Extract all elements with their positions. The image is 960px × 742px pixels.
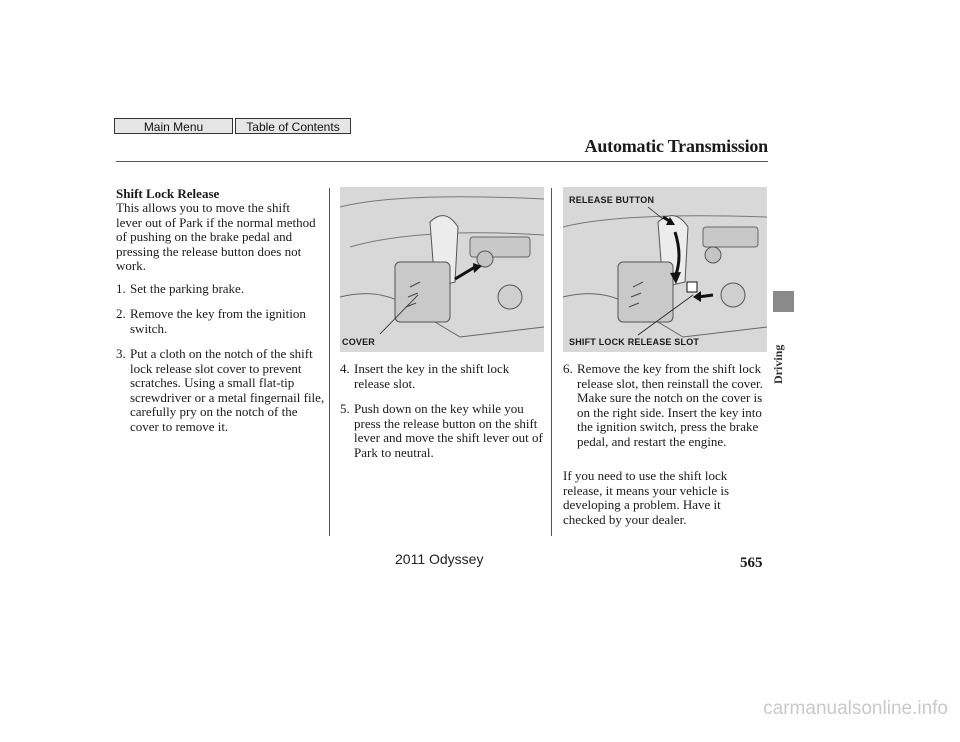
step-item — [116, 307, 321, 336]
release-button-label: RELEASE BUTTON — [569, 195, 655, 205]
cover-label: COVER — [342, 337, 376, 347]
step-text: Push down on the key while you press the release button on the shift lever and move the shift lever out of Park to neutral. — [354, 401, 543, 460]
section-title: Shift Lock Release — [116, 186, 220, 201]
step-item — [116, 347, 328, 435]
step-number: 3. — [116, 346, 126, 361]
step-item — [340, 402, 550, 460]
step-text: Remove the key from the ignition switch. — [130, 306, 306, 336]
main-menu-button[interactable]: Main Menu — [114, 118, 233, 134]
step-item — [116, 282, 321, 297]
page-title: Automatic Transmission — [584, 136, 768, 156]
column-divider — [329, 188, 330, 536]
step-number: 1. — [116, 281, 126, 296]
cover-illustration — [340, 187, 544, 352]
intro-paragraph: This allows you to move the shift lever out of Park if the normal method of pushing on the brake pedal and pressing the release button does not work. — [116, 200, 316, 274]
step-text: Set the parking brake. — [130, 281, 245, 296]
column-divider — [551, 188, 552, 536]
vehicle-model: 2011 Odyssey — [395, 551, 484, 567]
watermark: carmanualsonline.info — [763, 698, 948, 719]
step-text: Put a cloth on the notch of the shift lock release slot cover to prevent scratches. Using a small flat-tip screwdriver or a metal fingernail file, carefully pry on the notch of the cover to remove it. — [130, 346, 325, 434]
note-paragraph: If you need to use the shift lock release, it means your vehicle is developing a problem. Have it checked by your dealer. — [563, 468, 730, 527]
header-divider — [116, 161, 768, 162]
step-number: 6. — [563, 361, 573, 376]
step-number: 5. — [340, 401, 350, 416]
step-number: 4. — [340, 361, 350, 376]
section-tab-label: Driving — [771, 344, 785, 384]
table-of-contents-button[interactable]: Table of Contents — [235, 118, 351, 134]
step-item — [340, 362, 545, 391]
section-tab-marker — [773, 291, 794, 312]
gear-shifter-drawing — [340, 187, 544, 352]
step-text: Remove the key from the shift lock release slot, then reinstall the cover. Make sure the notch on the cover is on the right side. Insert the key into the ignition switch, press the brake pedal, and restart the engine. — [577, 361, 763, 449]
step-number: 2. — [116, 306, 126, 321]
page-number: 565 — [740, 555, 763, 571]
step-item — [563, 362, 773, 450]
shift-lock-release-slot-label: SHIFT LOCK RELEASE SLOT — [569, 337, 700, 347]
step-text: Insert the key in the shift lock release slot. — [354, 361, 510, 391]
release-button-illustration — [563, 187, 767, 352]
gear-shifter-drawing — [563, 187, 767, 352]
